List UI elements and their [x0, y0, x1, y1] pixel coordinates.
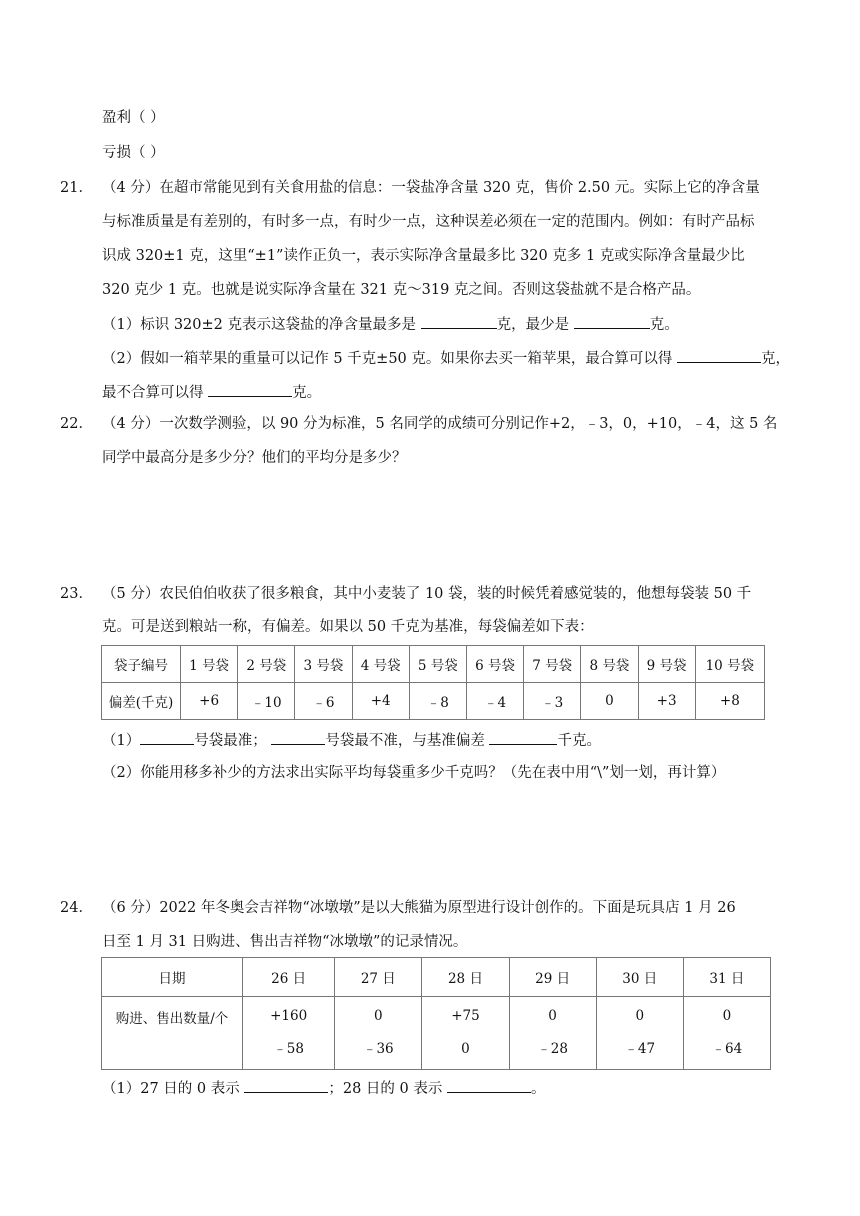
- table-cell: ﹣6: [295, 683, 352, 720]
- table-cell: 2 号袋: [238, 646, 295, 683]
- answer-blank[interactable]: [447, 1078, 531, 1093]
- q21-line-1: [60, 178, 760, 198]
- q22-text: （4 分）一次数学测验，以 90 分为标准，5 名同学的成绩可分别记作+2，﹣3，0，+10，﹣4，这 5 名: [102, 416, 778, 432]
- answer-blank[interactable]: [489, 730, 557, 745]
- q24-part-1: [102, 1078, 545, 1099]
- bought-value: +75: [451, 1008, 480, 1024]
- q21-text: （4 分）在超市常能见到有关食用盐的信息：一袋盐净含量 320 克，售价 2.50 元。实际上它的净含量: [102, 180, 760, 196]
- table-cell: 26 日: [243, 958, 335, 997]
- sold-value: ﹣64: [711, 1041, 743, 1057]
- table-cell: 29 日: [509, 958, 596, 997]
- table-cell: ﹣10: [238, 683, 295, 720]
- table-cell: [422, 997, 509, 1070]
- sold-value: 0: [461, 1041, 470, 1057]
- table-cell: 0: [581, 683, 638, 720]
- table-cell: +4: [352, 683, 409, 720]
- q23-p1-text-3: 号袋最不准，与基准偏差: [325, 733, 485, 749]
- table-header-row: [102, 958, 771, 997]
- q23-line-1: [60, 584, 751, 604]
- q23-line-2: 克。可是送到粮站一称，有偏差。如果以 50 千克为基准，每袋偏差如下表：: [102, 619, 594, 635]
- q21-line-4: 320 克少 1 克。也就是说实际净含量在 321 克～319 克之间。否则这袋盐就不是合格产品。: [102, 282, 701, 298]
- table-cell: ﹣3: [524, 683, 581, 720]
- table-cell: 1 号袋: [181, 646, 238, 683]
- q22-line-2: 同学中最高分是多少分？他们的平均分是多少？: [102, 450, 407, 466]
- table-cell: 偏差(千克): [102, 683, 181, 720]
- table-cell: 3 号袋: [295, 646, 352, 683]
- table-cell: 日期: [102, 958, 243, 997]
- table-row: [102, 683, 765, 720]
- table-cell: 9 号袋: [638, 646, 695, 683]
- loss-line: 亏损（ ）: [102, 145, 165, 161]
- sold-value: ﹣58: [273, 1041, 304, 1057]
- answer-blank[interactable]: [574, 314, 650, 329]
- table-cell: 袋子编号: [102, 646, 181, 683]
- q23-p1-text: （1）: [102, 733, 141, 749]
- q21-line-3: 识成 320±1 克，这里“±1”读作正负一，表示实际净含量最多比 320 克多 1 克或实际净含量最少比: [102, 248, 745, 264]
- table-cell: ﹣8: [409, 683, 466, 720]
- q24-line-2: 日至 1 月 31 日购进、售出吉祥物“冰墩墩”的记录情况。: [102, 934, 468, 950]
- table-cell: 4 号袋: [352, 646, 409, 683]
- bought-value: 0: [374, 1008, 383, 1024]
- sold-value: ﹣47: [624, 1041, 656, 1057]
- table-cell: [335, 997, 422, 1070]
- q21-p2-text-3: 最不合算可以得: [102, 385, 204, 401]
- q24-p1-text: （1）27 日的 0 表示: [102, 1081, 240, 1097]
- table-cell: 10 号袋: [695, 646, 764, 683]
- table-header-row: [102, 646, 765, 683]
- table-cell: [509, 997, 596, 1070]
- profit-line: 盈利（ ）: [102, 110, 165, 126]
- table-cell: [683, 997, 770, 1070]
- table-cell: ﹣4: [466, 683, 523, 720]
- bought-value: 0: [722, 1008, 732, 1024]
- question-number: 22．: [60, 416, 93, 432]
- table-cell: +3: [638, 683, 695, 720]
- table-cell: 28 日: [422, 958, 509, 997]
- q23-text: （5 分）农民伯伯收获了很多粮食，其中小麦装了 10 袋，装的时候凭着感觉装的，他想每袋装 50 千: [102, 586, 752, 602]
- q21-p1-text: （1）标识 320±2 克表示这袋盐的净含量最多是: [102, 317, 416, 333]
- q21-part-2: [102, 348, 790, 369]
- table-cell: 7 号袋: [524, 646, 581, 683]
- bag-deviation-table: [101, 645, 765, 720]
- q21-p1-text-3: 克。: [649, 317, 679, 333]
- table-cell: 6 号袋: [466, 646, 523, 683]
- answer-blank[interactable]: [208, 382, 292, 397]
- answer-blank[interactable]: [271, 730, 325, 745]
- q23-p1-text-4: 千克。: [557, 733, 601, 749]
- q21-part-1: [102, 314, 679, 335]
- q24-p1-text-3: 。: [530, 1081, 546, 1097]
- q24-p1-text-2: ；28 日的 0 表示: [328, 1081, 443, 1097]
- question-number: 24．: [60, 900, 93, 916]
- q21-p2-text-2: 克，: [760, 351, 790, 367]
- bought-value: 0: [635, 1008, 645, 1024]
- q22-line-1: [60, 414, 777, 434]
- bought-value: +160: [270, 1008, 308, 1024]
- table-cell: 8 号袋: [581, 646, 638, 683]
- q23-part-2: （2）你能用移多补少的方法求出实际平均每袋重多少千克吗？（先在表中用“\”划一划，再计算）: [102, 765, 726, 781]
- q21-p1-text-2: 克，最少是: [496, 317, 570, 333]
- q21-line-2: 与标准质量是有差别的，有时多一点，有时少一点，这种误差必须在一定的范围内。例如：有时产品标: [102, 214, 755, 230]
- q21-p2-text-4: 克。: [292, 385, 322, 401]
- question-number: 23．: [60, 586, 93, 602]
- q23-p1-text-2: 号袋最准；: [194, 733, 267, 749]
- answer-blank[interactable]: [140, 730, 194, 745]
- question-number: 21．: [60, 180, 93, 196]
- q21-part-2-cont: [102, 382, 321, 403]
- mascot-record-table: [101, 957, 771, 1070]
- table-cell: [596, 997, 683, 1070]
- answer-blank[interactable]: [421, 314, 497, 329]
- table-cell: 购进、售出数量/个: [102, 997, 243, 1070]
- q24-line-1: [60, 898, 736, 918]
- table-cell: 5 号袋: [409, 646, 466, 683]
- table-cell: +6: [181, 683, 238, 720]
- bought-value: 0: [548, 1008, 557, 1024]
- answer-blank[interactable]: [677, 348, 761, 363]
- answer-blank[interactable]: [244, 1078, 328, 1093]
- q24-text: （6 分）2022 年冬奥会吉祥物“冰墩墩”是以大熊猫为原型进行设计创作的。下面是玩具店 1 月 26: [102, 900, 736, 916]
- table-cell: 27 日: [335, 958, 422, 997]
- table-cell: [243, 997, 335, 1070]
- table-cell: 30 日: [596, 958, 683, 997]
- table-row: [102, 997, 771, 1070]
- sold-value: ﹣36: [362, 1041, 394, 1057]
- q21-p2-text: （2）假如一箱苹果的重量可以记作 5 千克±50 克。如果你去买一箱苹果，最合算可以得: [102, 351, 673, 367]
- sold-value: ﹣28: [537, 1041, 568, 1057]
- q23-part-1: [102, 730, 601, 751]
- table-cell: 31 日: [683, 958, 770, 997]
- table-cell: +8: [695, 683, 764, 720]
